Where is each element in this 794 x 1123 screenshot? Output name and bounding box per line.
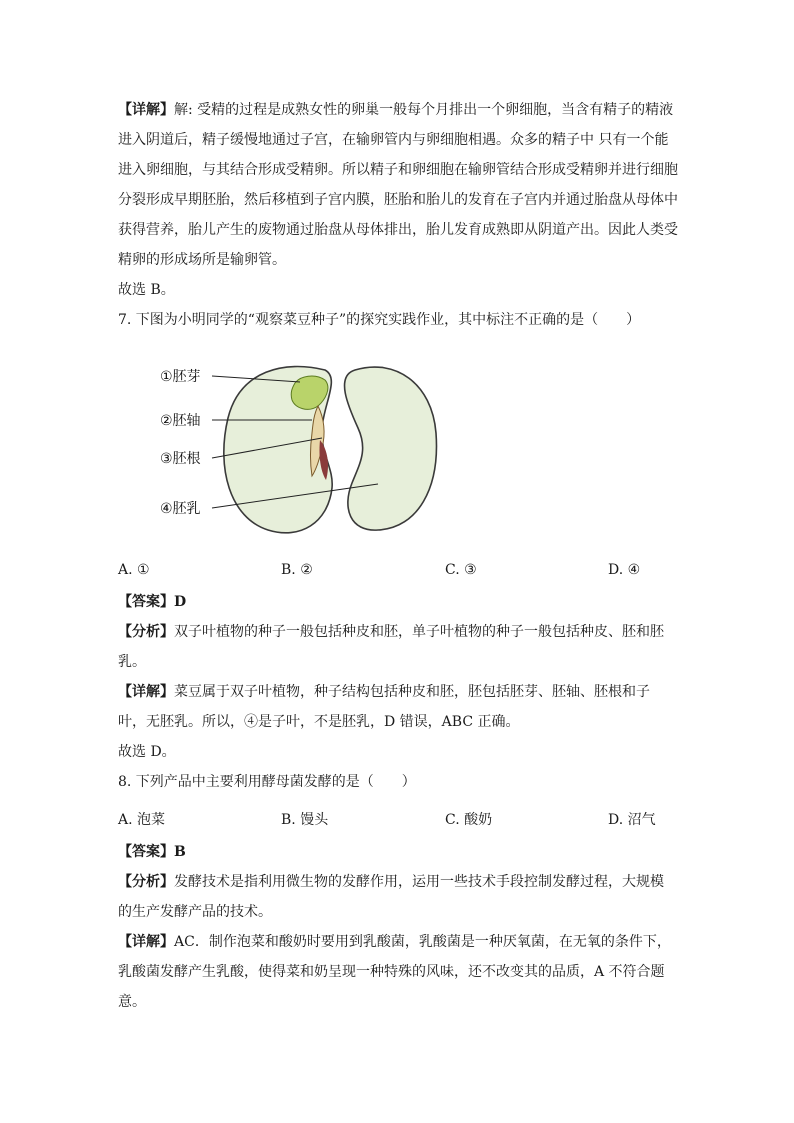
detail-tag: 【详解】: [118, 102, 174, 118]
text-line: 进入卵细胞，与其结合形成受精卵。所以精子和卵细胞在输卵管结合形成受精卵并进行细胞: [118, 162, 678, 178]
option-a: A. ①: [118, 562, 150, 578]
detail-tag: 【详解】: [118, 684, 174, 700]
text-line: AC．制作泡菜和酸奶时要用到乳酸菌，乳酸菌是一种厌氧菌，在无氧的条件下，: [174, 934, 671, 950]
text-line: 双子叶植物的种子一般包括种皮和胚，单子叶植物的种子一般包括种皮、胚和胚: [174, 624, 664, 640]
option-b: B. 馒头: [281, 812, 329, 828]
figure-label-3: ③胚根: [160, 451, 201, 467]
text-line: 精卵的形成场所是输卵管。: [118, 252, 286, 268]
q7-solution: [118, 587, 683, 797]
text-line: 获得营养，胎儿产生的废物通过胎盘从母体排出，胎儿发育成熟即从阴道产出。因此人类受: [118, 222, 678, 238]
figure-label-1: ①胚芽: [160, 369, 201, 385]
option-a: A. 泡菜: [118, 812, 166, 828]
q8-solution: [118, 837, 683, 1017]
question-stem-7: 7. 下图为小明同学的“观察菜豆种子”的探究实践作业，其中标注不正确的是（ ）: [118, 312, 641, 328]
text-line: 意。: [118, 994, 146, 1010]
text-line: 进入阴道后，精子缓慢地通过子宫，在输卵管内与卵细胞相遇。众多的精子中 只有一个能: [118, 132, 669, 148]
q8-options: [118, 805, 683, 835]
text-line: 发酵技术是指利用微生物的发酵作用，运用一些技术手段控制发酵过程，大规模: [174, 874, 664, 890]
option-c: C. 酸奶: [445, 812, 493, 828]
analysis-tag: 【分析】: [118, 624, 174, 640]
text-line: 分裂形成早期胚胎，然后移植到子宫内膜，胚胎和胎儿的发育在子宫内并通过胎盘从母体中: [118, 192, 678, 208]
text-line: 解: 受精的过程是成熟女性的卵巢一般每个月排出一个卵细胞，当含有精子的精液: [174, 102, 674, 118]
option-b: B. ②: [281, 562, 313, 578]
bean-seed-figure: [150, 358, 450, 538]
text-line: 叶，无胚乳。所以，④是子叶，不是胚乳，D 错误，ABC 正确。: [118, 714, 520, 730]
option-d: D. ④: [608, 562, 641, 578]
detail-tag: 【详解】: [118, 934, 174, 950]
answer: 【答案】B: [118, 844, 186, 860]
text-line: 的生产发酵产品的技术。: [118, 904, 272, 920]
figure-label-2: ②胚轴: [160, 413, 201, 429]
option-d: D. 沼气: [608, 812, 656, 828]
q7-options: [118, 555, 683, 585]
seed-right-half: [345, 367, 437, 530]
answer: 【答案】D: [118, 594, 187, 610]
question-stem-8: 8. 下列产品中主要利用酵母菌发酵的是（ ）: [118, 774, 416, 790]
detail-paragraph-q6: [118, 95, 683, 335]
analysis-tag: 【分析】: [118, 874, 174, 890]
conclusion: 故选 D。: [118, 744, 176, 760]
text-line: 菜豆属于双子叶植物，种子结构包括种皮和胚，胚包括胚芽、胚轴、胚根和子: [174, 684, 650, 700]
text-line: 乳。: [118, 654, 146, 670]
conclusion: 故选 B。: [118, 282, 175, 298]
text-line: 乳酸菌发酵产生乳酸，使得菜和奶呈现一种特殊的风味，还不改变其的品质，A 不符合题: [118, 964, 665, 980]
option-c: C. ③: [445, 562, 477, 578]
figure-label-4: ④胚乳: [160, 501, 201, 517]
